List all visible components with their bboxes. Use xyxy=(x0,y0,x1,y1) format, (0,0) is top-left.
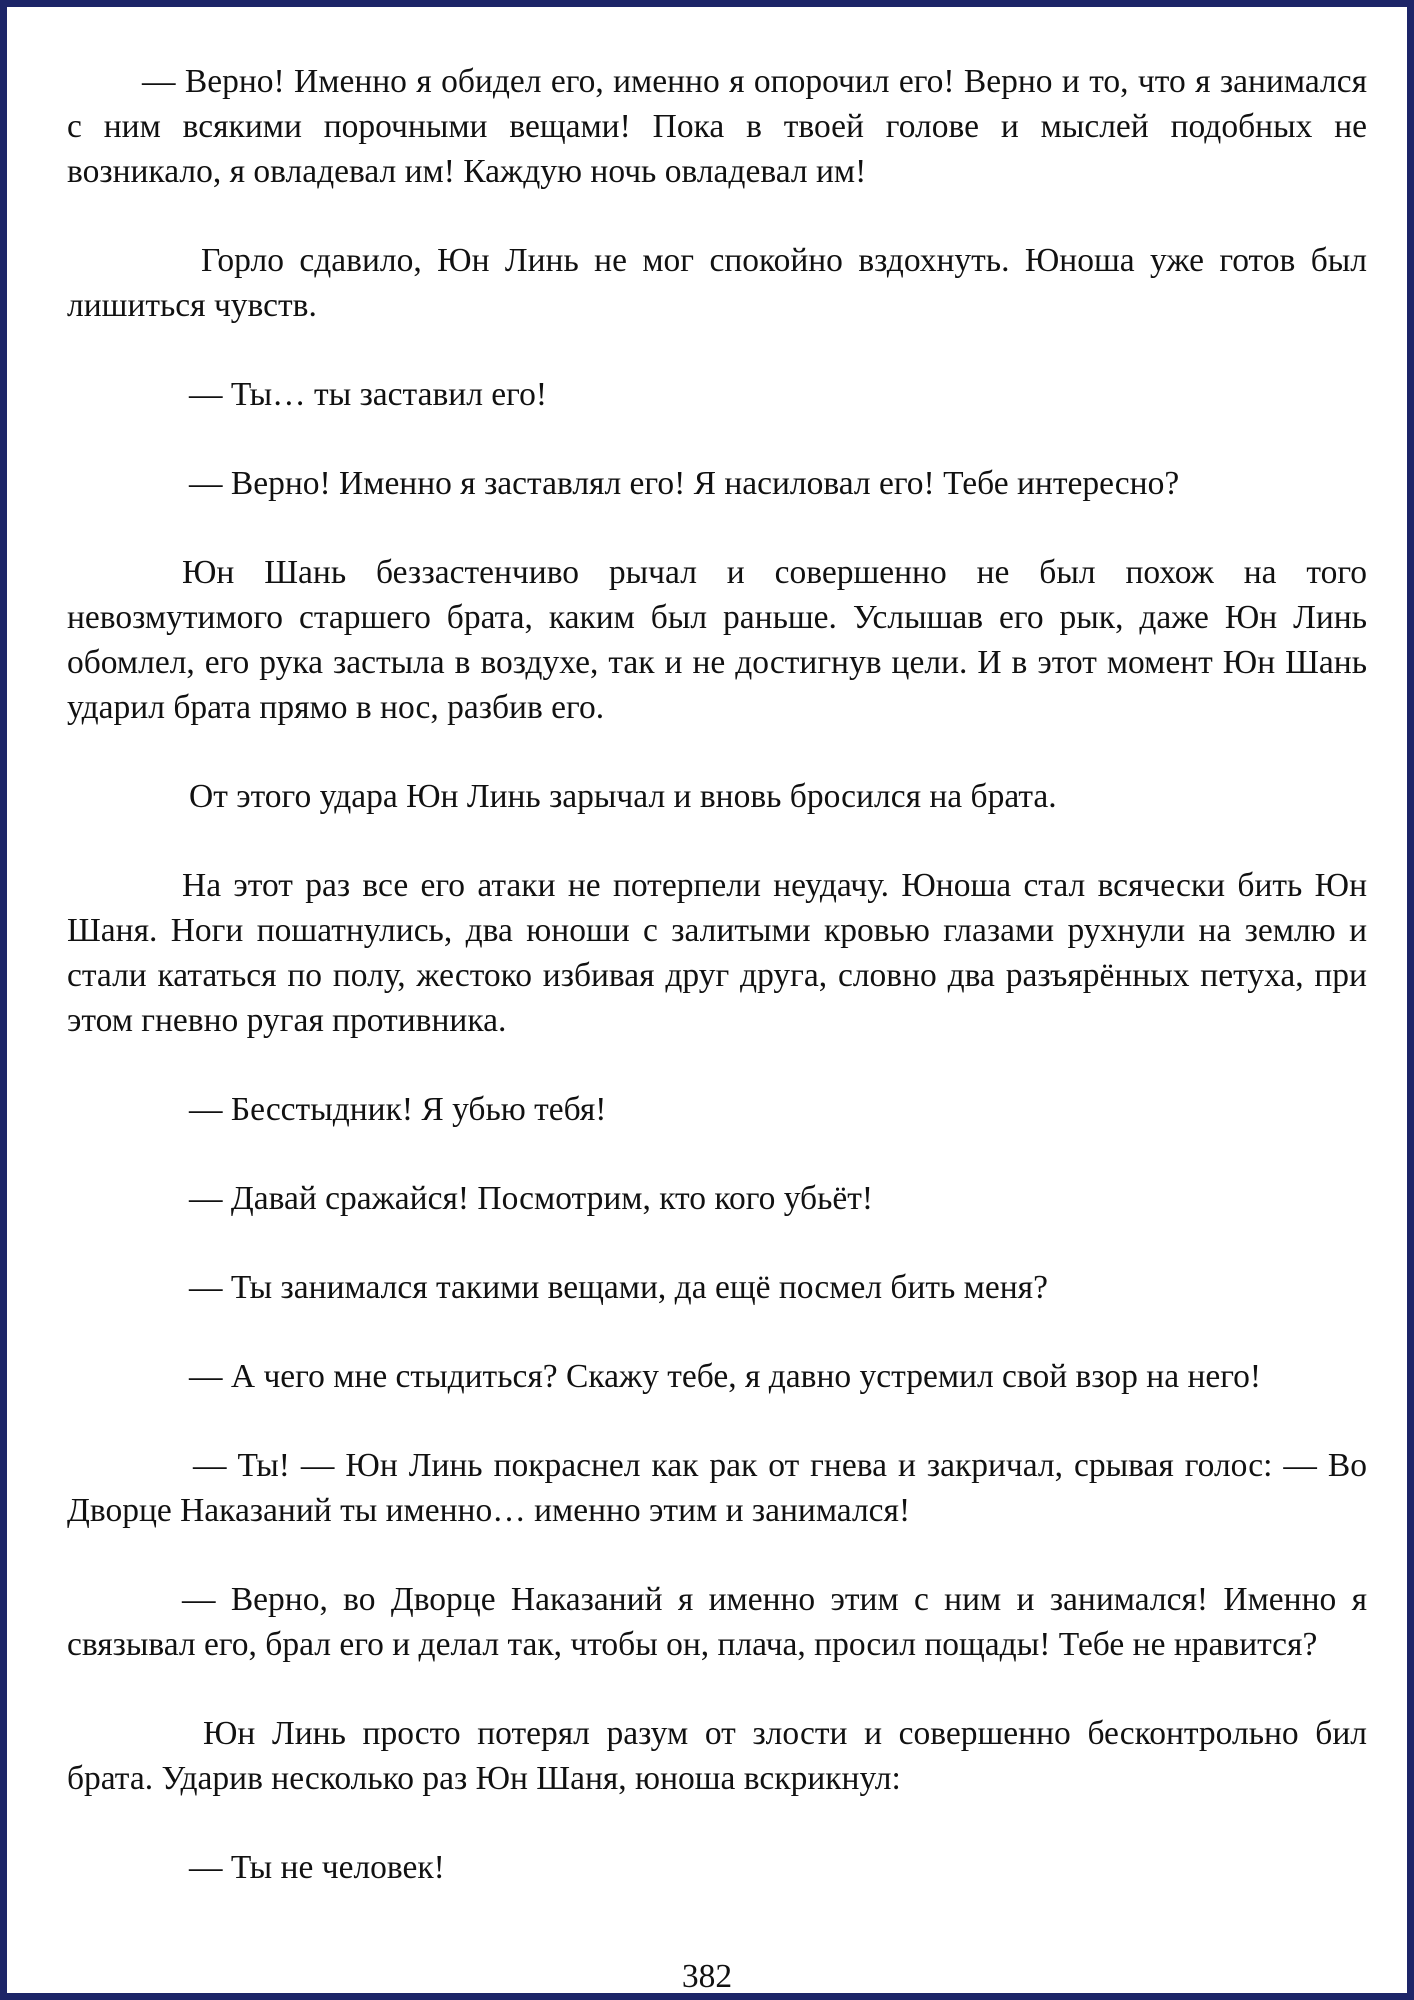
paragraph: — Верно, во Дворце Наказаний я именно этим с ним и занимался! Именно я связывал его, брал его и делал так, чтобы он, плача, просил пощады! Тебе не нравится? xyxy=(67,1581,1367,1663)
paragraph: — Ты… ты заставил его! xyxy=(189,376,547,413)
paragraph: — А чего мне стыдиться? Скажу тебе, я давно устремил свой взор на него! xyxy=(189,1358,1262,1395)
paragraph: — Давай сражайся! Посмотрим, кто кого убьёт! xyxy=(189,1180,874,1217)
paragraph: Юн Линь просто потерял разум от злости и совершенно бесконтрольно бил брата. Ударив несколько раз Юн Шаня, юноша вскрикнул: xyxy=(67,1715,1367,1797)
paragraph: — Ты занимался такими вещами, да ещё посмел бить меня? xyxy=(189,1269,1048,1306)
paragraph: Юн Шань беззастенчиво рычал и совершенно не был похож на того невозмутимого старшего брата, каким был раньше. Услышав его рык, даже Юн Линь обомлел, его рука застыла в воздухе, так и не достигнув цели. И в этот момент Юн Шань ударил брата прямо в нос, разбив его. xyxy=(67,554,1367,726)
paragraph: От этого удара Юн Линь зарычал и вновь бросился на брата. xyxy=(189,778,1057,815)
paragraph: На этот раз все его атаки не потерпели неудачу. Юноша стал всячески бить Юн Шаня. Ноги пошатнулись, два юноши с залитыми кровью глазами рухнули на землю и стали кататься по полу, жестоко избивая друг друга, словно два разъярённых петуха, при этом гневно ругая противника. xyxy=(67,867,1367,1039)
paragraph: — Бесстыдник! Я убью тебя! xyxy=(189,1091,607,1128)
paragraph: Горло сдавило, Юн Линь не мог спокойно вздохнуть. Юноша уже готов был лишиться чувств. xyxy=(67,242,1367,324)
paragraph: — Ты не человек! xyxy=(189,1849,445,1886)
page-body xyxy=(67,59,1367,1890)
paragraph: — Верно! Именно я заставлял его! Я насиловал его! Тебе интересно? xyxy=(189,465,1180,502)
paragraph: — Ты! — Юн Линь покраснел как рак от гнева и закричал, срывая голос: — Во Дворце Наказаний ты именно… именно этим и занимался! xyxy=(67,1447,1367,1529)
paragraph: — Верно! Именно я обидел его, именно я опорочил его! Верно и то, что я занимался с ним всякими порочными вещами! Пока в твоей голове и мыслей подобных не возникало, я овладевал им! Каждую ночь овладевал им! xyxy=(67,63,1367,190)
page-number: 382 xyxy=(681,1958,733,1995)
